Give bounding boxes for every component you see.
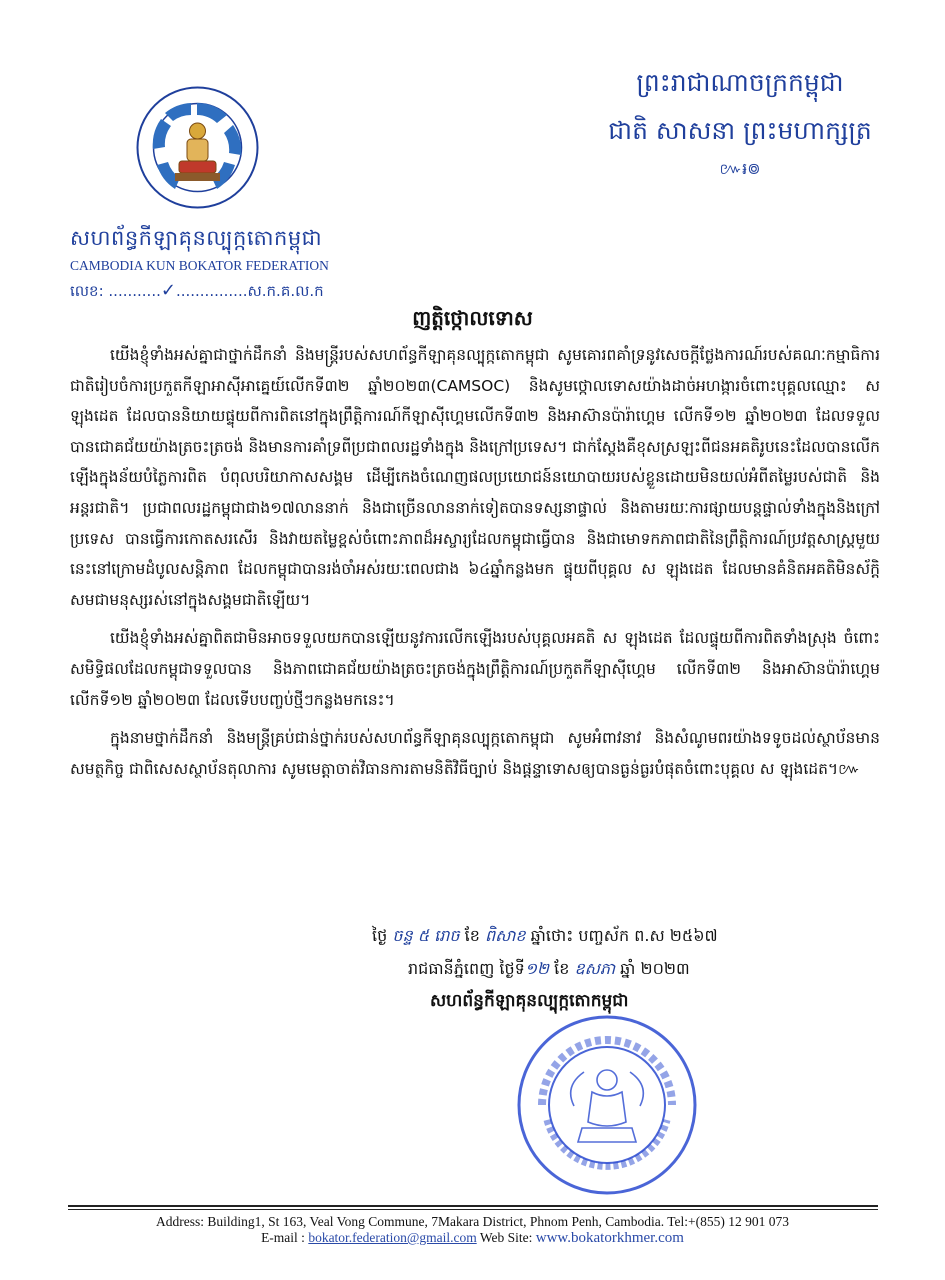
federation-logo-emblem xyxy=(135,85,260,210)
federation-logo xyxy=(135,85,260,210)
footer-address: Address: Building1, St 163, Veal Vong Commune, 7Makara District, Phnom Penh, Cambodia. Tel:+(855) 12 901 073 xyxy=(155,1214,790,1229)
website-link[interactable]: www.bokatorkhmer.com xyxy=(535,1230,684,1246)
lunar-year: ឆ្នាំថោះ បញ្ចស័ក ព.ស ២៥៦៧ xyxy=(530,926,718,945)
footer-contact xyxy=(0,1230,945,1247)
place-date: រាជធានីភ្នំពេញ ថ្ងៃទី xyxy=(408,959,525,978)
paragraph-2: យើងខ្ញុំទាំងអស់គ្នាពិតជាមិនអាចទទួលយកបានឡើយនូវការលើកឡើងរបស់បុគ្គលអគតិ ស ឡុងដេត ដែលផ្ទុយពីការពិតទាំងស្រុង ចំពោះសមិទ្ធិផលដែលកម្ពុជាទទួលបាន និងភាពជោគជ័យយ៉ាងត្រចះត្រចង់ក្នុងព្រឹត្តិការណ៍ប្រកួតកីឡាស៊ីហ្គេម លើកទី៣២ និងអាស៊ានប៉ារ៉ាហ្គេម លើកទី១២ ឆ្នាំ២០២៣ ដែលទើបបញ្ចប់ថ្មីៗកន្លងមកនេះ។ xyxy=(70,629,880,709)
year: ឆ្នាំ ២០២៣ xyxy=(620,959,690,978)
day-handwritten: ១២ xyxy=(524,959,550,978)
seal-stamp xyxy=(512,1010,702,1200)
lunar-date-line xyxy=(372,925,718,949)
document-title: ញត្តិថ្កោលទោស xyxy=(412,306,533,330)
signer-organization: សហព័ន្ធកីឡាគុនល្បុក្កតោកម្ពុជា xyxy=(430,991,629,1011)
kingdom-motto xyxy=(575,68,905,182)
lunar-month-label: ខែ xyxy=(464,926,480,945)
website-label: Web Site: xyxy=(479,1230,533,1245)
ref-suffix: ស.ក.គ.ល.ក xyxy=(247,282,324,300)
footer-divider-thin xyxy=(68,1209,878,1210)
ref-dots-before: ........... xyxy=(108,282,161,300)
org-name-english: CAMBODIA KUN BOKATOR FEDERATION xyxy=(70,258,329,273)
paragraph-1: យើងខ្ញុំទាំងអស់គ្នាជាថ្នាក់ដឹកនាំ និងមន្ត្រីរបស់សហព័ន្ធកីឡាគុនល្បុក្កតោកម្ពុជា សូមគោរពគាំទ្រនូវសេចក្តីថ្លែងការណ៍របស់គណៈកម្មាធិការជាតិរៀបចំការប្រកួតកីឡាអាស៊ីអាគ្នេយ៍លើកទី៣២ ឆ្នាំ២០២៣(CAMSOC) និងសូមថ្កោលទោសយ៉ាងដាច់អហង្ការចំពោះបុគ្គលឈ្មោះ ស ឡុងដេត ដែលបាននិយាយផ្ទុយពីការពិតនៅក្នុងព្រឹត្តិការណ៍កីឡាស៊ីហ្គេមលើកទី៣២ និងអាស៊ានប៉ារ៉ាហ្គេម លើកទី១២ ឆ្នាំ២០២៣ ដែលទទួលបានជោគជ័យយ៉ាងត្រចះត្រចង់ និងមានការគាំទ្រពីប្រជាពលរដ្ឋទាំងក្នុង និងក្រៅប្រទេស។ ជាក់ស្តែងគឺខុសស្រឡះពីជនអគតិរូបនេះដែលបានលើកឡើងក្នុងន័យបំភ្លៃការពិត បំពុលបរិយាកាសសង្គម ដើម្បីកេងចំណេញផលប្រយោជន៍នយោបាយរបស់ខ្លួនដោយមិនយល់អំពីតម្លៃរបស់ជាតិ និងអន្តរជាតិ។ ប្រជាពលរដ្ឋកម្ពុជាជាង១៧លាននាក់ និងជាច្រើនលាននាក់ទៀតបានទស្សនាផ្ទាល់ និងតាមរយៈការផ្សាយបន្តផ្ទាល់ទាំងក្នុងនិងក្រៅប្រទេស បានធ្វើការកោតសរសើរ និងវាយតម្លៃខ្ពស់ចំពោះភាពដ៏អស្ចារ្យដែលកម្ពុជាធ្វើបាន និងជាមោទកភាពជាតិនៃព្រឹត្តិការណ៍ប្រវត្តសាស្ត្រមួយនេះនៅក្រោមដំបូលសន្តិភាព ដែលកម្ពុជាបានរង់ចាំអស់រយៈពេលជាង ៦៤ឆ្នាំកន្លងមក ផ្ទុយពីបុគ្គល ស ឡុងដេត ដែលមានគំនិតអគតិមិនស័ក្តិសមជាមនុស្សរស់នៅក្នុងសង្គមជាតិឡើយ។ xyxy=(70,346,880,609)
solar-date-line xyxy=(408,958,690,982)
email-link[interactable]: bokator.federation@gmail.com xyxy=(308,1230,477,1245)
lunar-prefix: ថ្ងៃ xyxy=(372,926,388,945)
paragraph-3: ក្នុងនាមថ្នាក់ដឹកនាំ និងមន្ត្រីគ្រប់ជាន់ថ្នាក់របស់សហព័ន្ធកីឡាគុនល្បុក្កតោកម្ពុជា សូមអំពាវនាវ និងសំណូមពរយ៉ាងទទូចដល់ស្ថាប័នមានសមត្ថកិច្ច ជាពិសេសស្ថាប័នតុលាការ សូមមេត្តាចាត់វិធានការតាមនិតិវិធីច្បាប់ និងផ្តន្ទាទោសឲ្យបានធ្ងន់ធ្ងរបំផុតចំពោះបុគ្គល ស ឡុងដេត។៚ xyxy=(70,729,880,778)
official-seal xyxy=(512,1010,702,1200)
month-label: ខែ xyxy=(554,959,570,978)
letter-body xyxy=(70,340,880,792)
motto-ornament: ៚៛៙ xyxy=(719,159,761,178)
email-label: E-mail : xyxy=(261,1230,305,1245)
motto-line-2: ជាតិ សាសនា ព្រះមហាក្សត្រ xyxy=(608,116,872,145)
ref-label: លេខ: xyxy=(70,282,104,300)
lunar-day-handwritten: ចន្ទ ៥ រោច xyxy=(392,926,460,945)
footer-divider xyxy=(68,1205,878,1207)
check-icon: ✓ xyxy=(160,280,176,301)
month-handwritten: ឧសភា xyxy=(574,959,616,978)
reference-number xyxy=(70,280,324,304)
lunar-month-handwritten: ពិសាខ xyxy=(484,926,526,945)
ref-dots-after: ............... xyxy=(175,282,248,300)
motto-line-1: ព្រះរាជាណាចក្រកម្ពុជា xyxy=(636,68,844,97)
org-name-khmer: សហព័ន្ធកីឡាគុនល្បុក្កតោកម្ពុជា xyxy=(70,226,323,250)
